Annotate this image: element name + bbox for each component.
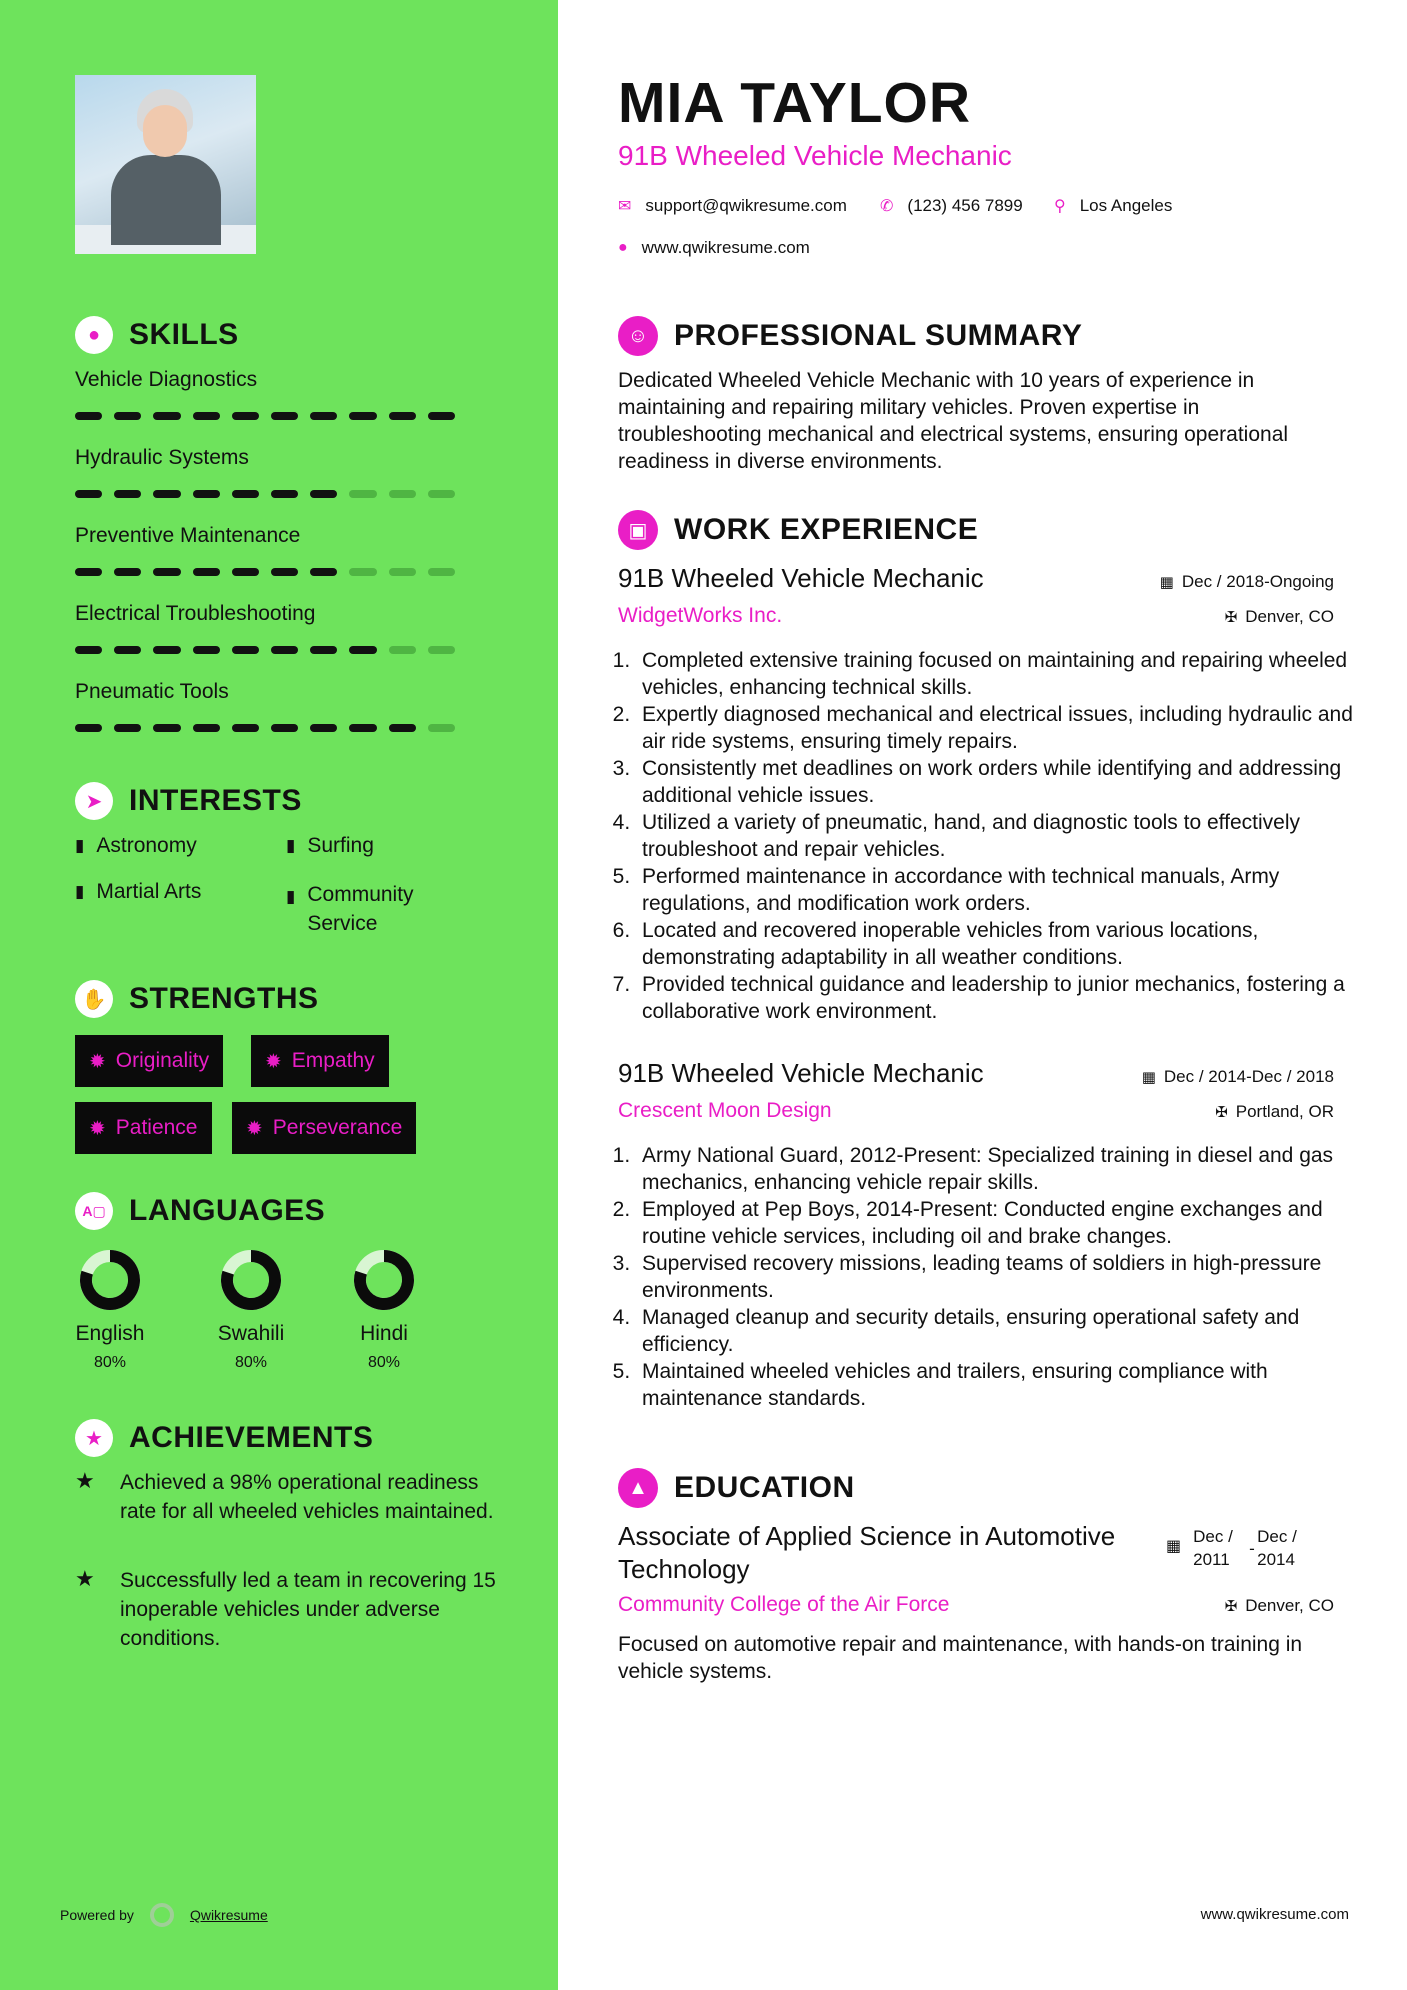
skill-dash — [232, 568, 259, 576]
strength-tag: ✹ Originality — [75, 1035, 223, 1087]
star-icon: ★ — [75, 1566, 95, 1591]
duty-item: 4. Managed cleanup and security details, ensuring operational safety and efficiency. — [636, 1304, 1374, 1358]
skill-item — [75, 368, 455, 420]
strength-tag: ✹ Empathy — [251, 1035, 389, 1087]
book-icon: ▮ — [75, 882, 85, 901]
skill-level-bar — [75, 490, 455, 498]
skill-dash — [114, 724, 141, 732]
language-name: Swahili — [217, 1322, 285, 1345]
interest-item: ▮ Martial Arts — [75, 880, 202, 903]
phone-icon: ✆ — [880, 198, 894, 215]
graduation-icon: ▲ — [618, 1468, 658, 1508]
skill-dash — [310, 568, 337, 576]
skill-dash — [153, 412, 180, 420]
sidebar — [0, 0, 558, 1990]
skill-dash — [114, 490, 141, 498]
skill-dash — [349, 490, 376, 498]
job-location: ✠ Portland, OR — [1215, 1102, 1334, 1121]
skill-dash — [114, 568, 141, 576]
skill-dash — [193, 724, 220, 732]
skill-name: Vehicle Diagnostics — [75, 368, 258, 391]
profile-photo — [75, 75, 256, 254]
hand-icon: ✋ — [75, 980, 113, 1018]
languages-heading: A▢ LANGUAGES — [75, 1192, 325, 1230]
language-item — [329, 1248, 439, 1372]
badge-icon: ✹ — [89, 1050, 106, 1073]
footer-website[interactable]: www.qwikresume.com — [1200, 1906, 1349, 1923]
job-company: Crescent Moon Design — [618, 1099, 832, 1122]
duty-item: 5. Performed maintenance in accordance with technical manuals, Army regulations, and modification work orders. — [636, 863, 1374, 917]
user-icon: ☺ — [618, 316, 658, 356]
job-duties — [610, 1142, 1374, 1412]
skill-item — [75, 602, 455, 654]
language-percent: 80% — [93, 1354, 127, 1371]
badge-icon: ✹ — [265, 1050, 282, 1073]
skill-dash — [310, 412, 337, 420]
language-item — [55, 1248, 165, 1372]
duty-item: 1. Army National Guard, 2012-Present: Specialized training in diesel and gas mechanics, enhancing vehicle repair skills. — [636, 1142, 1374, 1196]
star-icon: ★ — [75, 1468, 95, 1493]
calendar-icon: ▦ — [1159, 574, 1174, 591]
language-donut — [352, 1248, 416, 1312]
paper-plane-icon: ➤ — [75, 782, 113, 820]
skill-name: Electrical Troubleshooting — [75, 602, 316, 625]
badge-icon: ✹ — [246, 1117, 263, 1140]
skill-level-bar — [75, 724, 455, 732]
skill-dash — [389, 490, 416, 498]
skill-dash — [349, 724, 376, 732]
interest-item: ▮ Community Service — [286, 880, 436, 938]
contact-location: ⚲ Los Angeles — [1054, 196, 1173, 215]
skill-dash — [271, 568, 298, 576]
skill-dash — [389, 412, 416, 420]
skill-dash — [310, 724, 337, 732]
language-donut — [219, 1248, 283, 1312]
skill-name: Preventive Maintenance — [75, 524, 301, 547]
skill-dash — [232, 490, 259, 498]
skill-dash — [349, 646, 376, 654]
degree-title: Associate of Applied Science in Automotive Technology — [618, 1521, 1116, 1584]
interests-heading: ➤ INTERESTS — [75, 782, 302, 820]
skill-dash — [193, 568, 220, 576]
skill-dash — [428, 568, 455, 576]
job-company: WidgetWorks Inc. — [618, 604, 783, 627]
job-duties — [610, 647, 1374, 1025]
skill-dash — [193, 490, 220, 498]
language-name: Hindi — [360, 1322, 408, 1345]
duty-item: 2. Expertly diagnosed mechanical and electrical issues, including hydraulic and air ride systems, ensuring timely repairs. — [636, 701, 1374, 755]
education-dates: ▦ Dec / 2011 - Dec / 2014 — [1166, 1527, 1297, 1569]
duty-item: 2. Employed at Pep Boys, 2014-Present: Conducted engine exchanges and routine vehicle services, including oil and brake changes. — [636, 1196, 1374, 1250]
school-name: Community College of the Air Force — [618, 1593, 950, 1616]
skill-item — [75, 524, 455, 576]
experience-heading: ▣ WORK EXPERIENCE — [618, 510, 978, 550]
skill-dash — [153, 490, 180, 498]
skill-dash — [153, 646, 180, 654]
contact-email[interactable]: ✉ support@qwikresume.com — [618, 196, 847, 215]
skill-dash — [389, 646, 416, 654]
skill-level-bar — [75, 568, 455, 576]
language-percent: 80% — [234, 1354, 268, 1371]
skill-item — [75, 680, 455, 732]
map-pin-icon: ⚲ — [1054, 198, 1066, 215]
skill-dash — [75, 646, 102, 654]
strength-tag: ✹ Patience — [75, 1102, 212, 1154]
interest-item: ▮ Surfing — [286, 834, 374, 857]
language-item — [196, 1248, 306, 1372]
skill-dash — [75, 724, 102, 732]
duty-item: 6. Located and recovered inoperable vehicles from various locations, demonstrating adaptability in all weather conditions. — [636, 917, 1374, 971]
education-heading: ▲ EDUCATION — [618, 1468, 855, 1508]
skill-dash — [428, 646, 455, 654]
achievement-item: ★ Achieved a 98% operational readiness rate for all wheeled vehicles maintained. — [75, 1468, 505, 1526]
skill-dash — [389, 724, 416, 732]
powered-by: Powered by Qwikresume — [60, 1903, 268, 1927]
skill-dash — [428, 490, 455, 498]
pin-icon: ✠ — [1224, 609, 1238, 626]
skill-name: Pneumatic Tools — [75, 680, 229, 703]
star-icon: ★ — [75, 1419, 113, 1457]
education-location: ✠ Denver, CO — [1224, 1596, 1334, 1615]
skills-heading: ● SKILLS — [75, 316, 239, 354]
skill-dash — [193, 646, 220, 654]
book-icon: ▮ — [286, 887, 296, 906]
skill-dash — [349, 568, 376, 576]
duty-item: 7. Provided technical guidance and leadership to junior mechanics, fostering a collaborative work environment. — [636, 971, 1374, 1025]
skill-dash — [232, 646, 259, 654]
skill-dash — [153, 724, 180, 732]
book-icon: ▮ — [75, 836, 85, 855]
strengths-heading: ✋ STRENGTHS — [75, 980, 319, 1018]
skill-dash — [271, 412, 298, 420]
contact-website[interactable]: ● www.qwikresume.com — [618, 238, 810, 257]
skill-dash — [310, 646, 337, 654]
skill-dash — [114, 646, 141, 654]
book-icon: ▮ — [286, 836, 296, 855]
pin-icon: ✠ — [1215, 1104, 1228, 1121]
envelope-icon: ✉ — [618, 198, 632, 215]
duty-item: 4. Utilized a variety of pneumatic, hand, and diagnostic tools to effectively troubleshoot and repair vehicles. — [636, 809, 1374, 863]
skill-dash — [349, 412, 376, 420]
job-dates: ▦ Dec / 2018-Ongoing — [1159, 572, 1334, 591]
contact-phone[interactable]: ✆ (123) 456 7899 — [880, 196, 1023, 215]
duty-item: 1. Completed extensive training focused on maintaining and repairing wheeled vehicles, enhancing technical skills. — [636, 647, 1374, 701]
summary-text: Dedicated Wheeled Vehicle Mechanic with 10 years of experience in maintaining and repairing military vehicles. Proven expertise in troubleshooting mechanical and electrical systems, ensuring operational readiness in diverse environments. — [618, 369, 1289, 473]
skill-dash — [75, 412, 102, 420]
job-title: 91B Wheeled Vehicle Mechanic — [618, 1058, 984, 1088]
skill-level-bar — [75, 646, 455, 654]
globe-icon: ● — [618, 239, 628, 256]
skill-dash — [428, 412, 455, 420]
achievement-item: ★ Successfully led a team in recovering 15 inoperable vehicles under adverse conditions. — [75, 1566, 505, 1653]
skill-dash — [75, 490, 102, 498]
skill-dash — [271, 490, 298, 498]
skill-dash — [114, 412, 141, 420]
language-donut — [78, 1248, 142, 1312]
pin-icon: ✠ — [1224, 1598, 1238, 1615]
briefcase-icon: ▣ — [618, 510, 658, 550]
education-description: Focused on automotive repair and maintenance, with hands-on training in vehicle systems. — [618, 1633, 1303, 1683]
badge-icon: ✹ — [89, 1117, 106, 1140]
qwikresume-logo-icon — [150, 1903, 174, 1927]
candidate-role: 91B Wheeled Vehicle Mechanic — [618, 140, 1012, 171]
achievements-heading: ★ ACHIEVEMENTS — [75, 1419, 373, 1457]
skill-dash — [232, 412, 259, 420]
strength-tag: ✹ Perseverance — [232, 1102, 416, 1154]
duty-item: 3. Supervised recovery missions, leading teams of soldiers in high-pressure environments. — [636, 1250, 1374, 1304]
skill-dash — [271, 646, 298, 654]
skill-dash — [232, 724, 259, 732]
skill-dash — [193, 412, 220, 420]
language-name: English — [75, 1322, 145, 1345]
calendar-icon: ▦ — [1166, 1538, 1182, 1555]
skill-dash — [428, 724, 455, 732]
skill-item — [75, 446, 455, 498]
skill-dash — [271, 724, 298, 732]
skill-name: Hydraulic Systems — [75, 446, 249, 469]
candidate-name: MIA TAYLOR — [618, 71, 972, 135]
skill-dash — [153, 568, 180, 576]
job-title: 91B Wheeled Vehicle Mechanic — [618, 563, 984, 593]
summary-heading: ☺ PROFESSIONAL SUMMARY — [618, 316, 1082, 356]
duty-item: 5. Maintained wheeled vehicles and trailers, ensuring compliance with maintenance standards. — [636, 1358, 1374, 1412]
job-location: ✠ Denver, CO — [1224, 607, 1334, 626]
duty-item: 3. Consistently met deadlines on work orders while identifying and addressing additional vehicle issues. — [636, 755, 1374, 809]
calendar-icon: ▦ — [1141, 1069, 1156, 1086]
skill-dash — [310, 490, 337, 498]
skill-level-bar — [75, 412, 455, 420]
language-icon: A▢ — [75, 1192, 113, 1230]
skill-dash — [389, 568, 416, 576]
lightbulb-icon: ● — [75, 316, 113, 354]
job-dates: ▦ Dec / 2014-Dec / 2018 — [1141, 1067, 1334, 1086]
interest-item: ▮ Astronomy — [75, 834, 197, 857]
skill-dash — [75, 568, 102, 576]
language-percent: 80% — [367, 1354, 401, 1371]
qwikresume-link[interactable]: Qwikresume — [189, 1907, 268, 1923]
